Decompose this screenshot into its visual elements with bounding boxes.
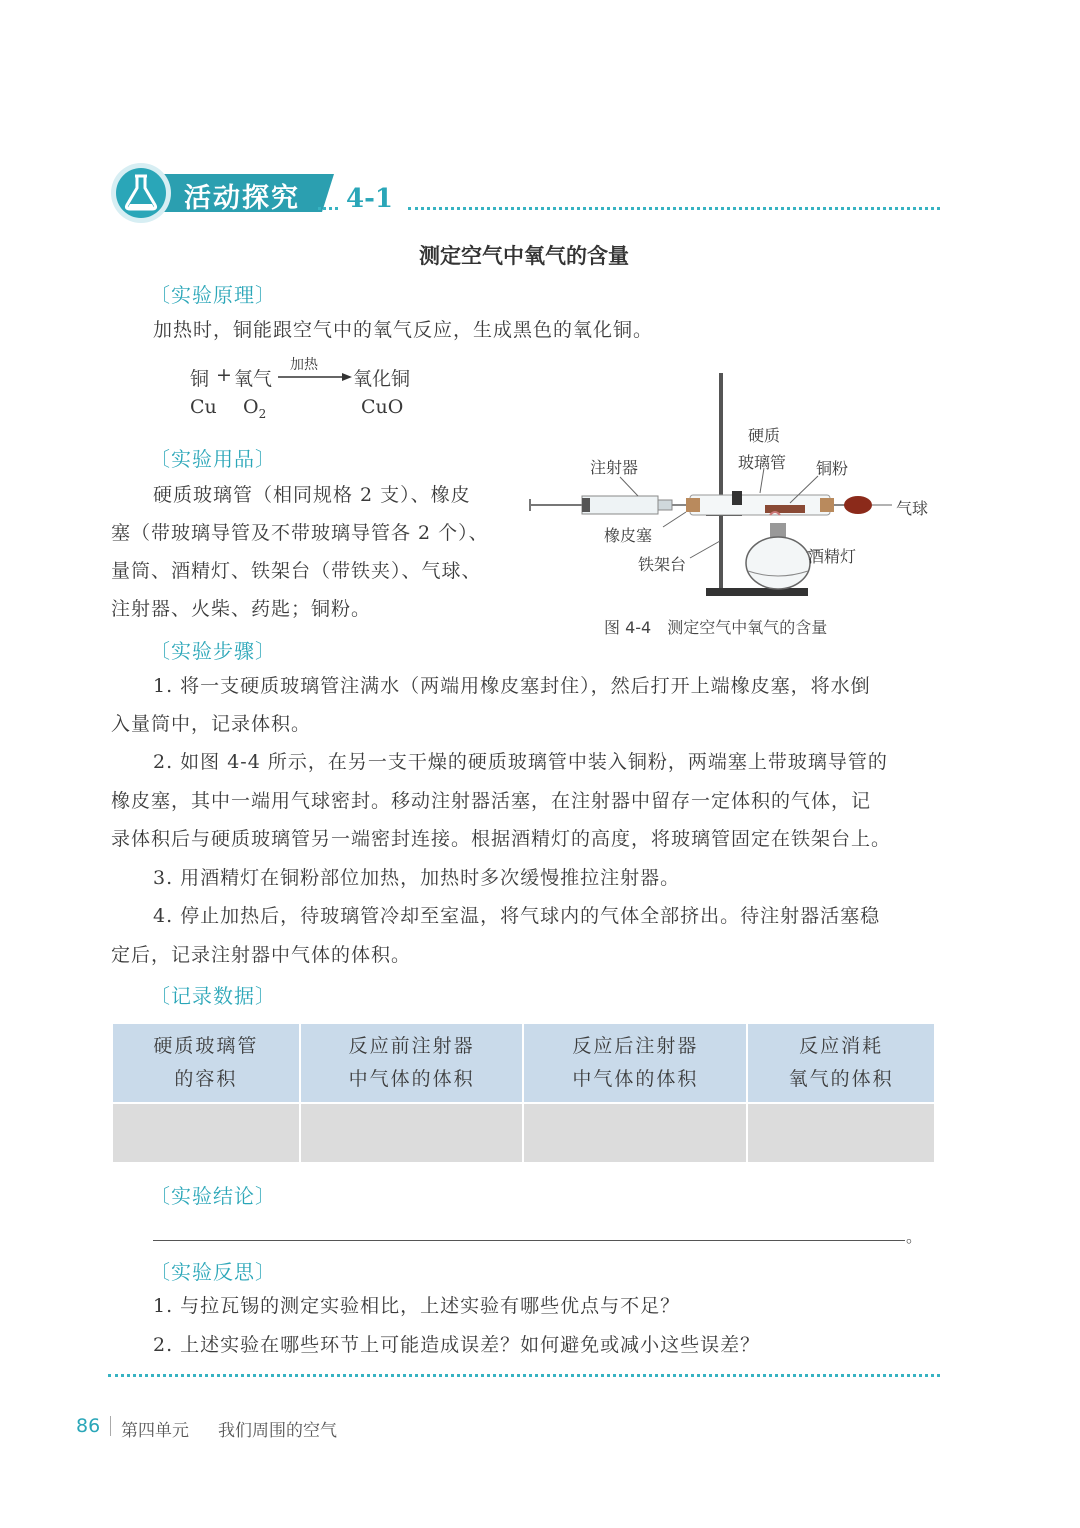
banner-number: 4-1 [346, 184, 393, 214]
steps-label: 〔实验步骤〕 [150, 639, 276, 663]
label-copper-powder: 铜粉 [816, 459, 849, 478]
glass-tube-drawing [686, 495, 834, 515]
step-line: 3. 用酒精灯在铜粉部位加热，加热时多次缓慢推拉注射器。 [153, 867, 681, 889]
table-cell-empty[interactable] [300, 1103, 524, 1163]
table-cell-empty[interactable] [747, 1103, 935, 1163]
banner-dotted-rule [408, 207, 940, 210]
banner-title: 活动探究 [184, 183, 300, 214]
clamp [732, 491, 742, 505]
formula-cuo: CuO [361, 396, 404, 418]
materials-line: 硬质玻璃管（相同规格 2 支）、橡皮 [153, 484, 471, 506]
step-line: 入量筒中，记录体积。 [111, 713, 312, 735]
step-line: 橡皮塞，其中一端用气球密封。移动注射器活塞，在注射器中留存一定体积的气体，记 [111, 790, 872, 812]
plus-sign: + [216, 364, 232, 386]
label-glass-tube-1: 硬质 [748, 426, 781, 445]
label-lamp: 酒精灯 [808, 547, 857, 566]
figure-caption: 图 4-4 测定空气中氧气的含量 [604, 618, 828, 637]
bottom-dotted-rule [108, 1374, 940, 1377]
reaction-condition: 加热 [290, 357, 318, 373]
page-number: 86 [76, 1415, 101, 1437]
table-header-cell: 反应后注射器 中气体的体积 [523, 1023, 747, 1103]
table-header-row [112, 1023, 935, 1103]
reactant-oxygen: 氧气 [234, 368, 273, 390]
formula-o2: $O_2$ [243, 396, 267, 421]
label-glass-tube-2: 玻璃管 [738, 453, 787, 472]
product-copper-oxide: 氧化铜 [353, 368, 411, 390]
footer-unit: 第四单元 [121, 1421, 189, 1441]
step-line: 2. 如图 4-4 所示，在另一支干燥的硬质玻璃管中装入铜粉，两端塞上带玻璃导管的 [153, 751, 888, 773]
page-heading: 测定空气中氧气的含量 [419, 244, 629, 268]
reflection-line: 2. 上述实验在哪些环节上可能造成误差？如何避免或减小这些误差？ [153, 1334, 761, 1356]
step-line: 录体积后与硬质玻璃管另一端密封连接。根据酒精灯的高度，将玻璃管固定在铁架台上。 [111, 828, 892, 850]
label-stopper: 橡皮塞 [604, 526, 653, 545]
table-cell-empty[interactable] [523, 1103, 747, 1163]
balloon-drawing [834, 496, 872, 514]
materials-line: 量筒、酒精灯、铁架台（带铁夹）、气球、 [111, 560, 482, 582]
conclusion-end-mark: 。 [906, 1227, 923, 1246]
label-iron-stand: 铁架台 [638, 555, 687, 574]
footer-divider [110, 1416, 111, 1436]
principle-label: 〔实验原理〕 [150, 283, 276, 307]
reaction-equation [190, 354, 450, 428]
conclusion-answer-line[interactable] [153, 1240, 905, 1241]
syringe-drawing [530, 496, 686, 514]
reactant-copper: 铜 [190, 368, 210, 390]
reaction-arrow [278, 372, 354, 382]
footer-title: 我们周围的空气 [218, 1421, 337, 1441]
banner-dotted-rule [318, 207, 338, 210]
table-header-cell: 反应消耗 氧气的体积 [747, 1023, 935, 1103]
materials-line: 塞（带玻璃导管及不带玻璃导管各 2 个）、 [111, 522, 489, 544]
step-line: 定后，记录注射器中气体的体积。 [111, 944, 412, 966]
reflection-line: 1. 与拉瓦锡的测定实验相比，上述实验有哪些优点与不足？ [153, 1295, 681, 1317]
principle-text: 加热时，铜能跟空气中的氧气反应，生成黑色的氧化铜。 [153, 319, 654, 341]
conclusion-label: 〔实验结论〕 [150, 1184, 276, 1208]
table-header-cell: 硬质玻璃管 的容积 [112, 1023, 300, 1103]
materials-line: 注射器、火柴、药匙；铜粉。 [111, 598, 372, 620]
record-table [111, 1022, 936, 1164]
apparatus-figure [520, 365, 950, 605]
step-line: 4. 停止加热后，待玻璃管冷却至室温，将气球内的气体全部挤出。待注射器活塞稳 [153, 905, 881, 927]
table-cell-empty[interactable] [112, 1103, 300, 1163]
alcohol-lamp-drawing [746, 512, 810, 589]
activity-banner [108, 160, 948, 228]
label-balloon: 气球 [896, 499, 929, 518]
materials-label: 〔实验用品〕 [150, 447, 276, 471]
step-line: 1. 将一支硬质玻璃管注满水（两端用橡皮塞封住），然后打开上端橡皮塞，将水倒 [153, 675, 871, 697]
record-label: 〔记录数据〕 [150, 984, 276, 1008]
formula-cu: Cu [190, 396, 217, 418]
table-row [112, 1103, 935, 1163]
reflection-label: 〔实验反思〕 [150, 1260, 276, 1284]
table-header-cell: 反应前注射器 中气体的体积 [300, 1023, 524, 1103]
label-syringe: 注射器 [590, 458, 639, 477]
